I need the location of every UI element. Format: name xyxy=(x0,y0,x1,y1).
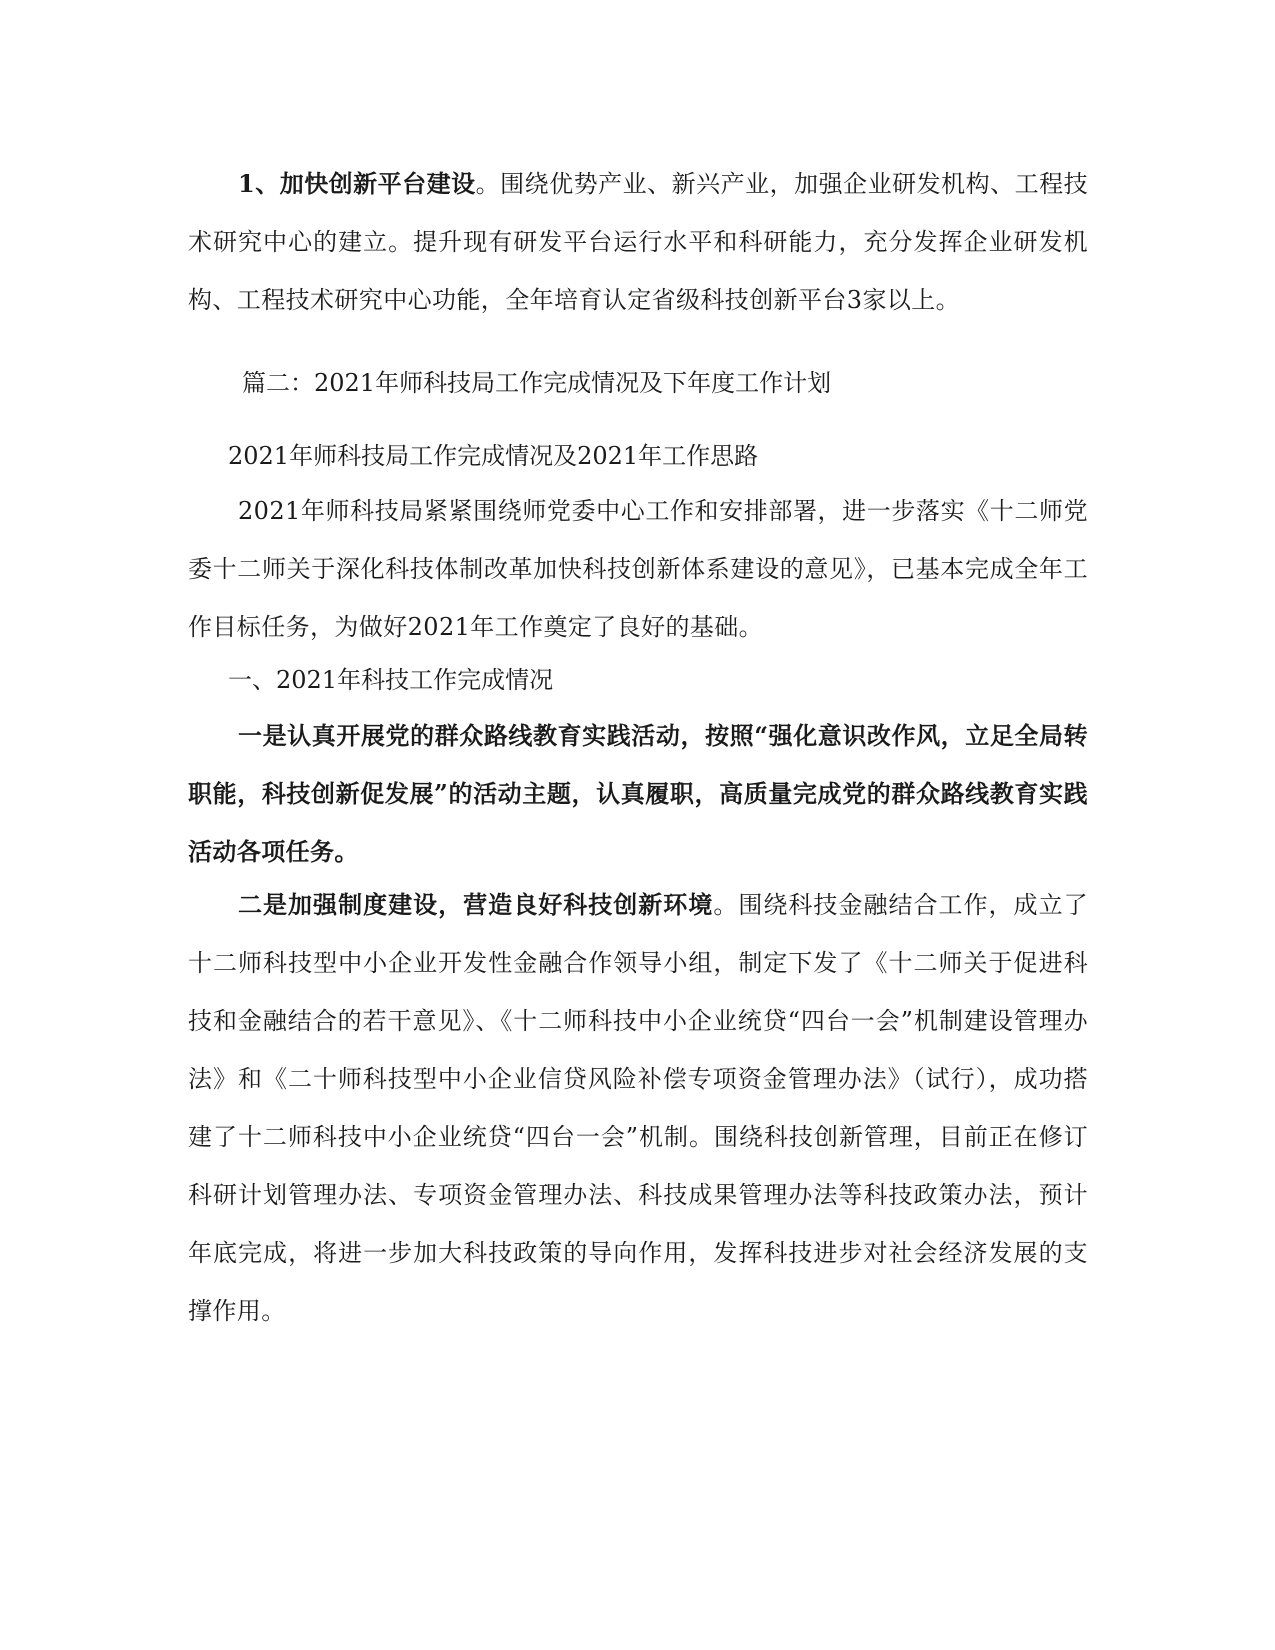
paragraph-lead-bold: 二是加强制度建设，营造良好科技创新环境 xyxy=(238,890,714,919)
paragraph-overview: 2021年师科技局紧紧围绕师党委中心工作和安排部署，进一步落实《十二师党委十二师关于深化科技体制改革加快科技创新体系建设的意见》，已基本完成全年工作目标任务，为做好2021年工作奠定了良好的基础。 xyxy=(188,497,1088,641)
paragraph-lead-bold: 1、加快创新平台建设 xyxy=(238,169,476,198)
paragraph-body: 。围绕科技金融结合工作，成立了十二师科技型中小企业开发性金融合作领导小组，制定下发了《十二师关于促进科技和金融结合的若干意见》、《十二师科技中小企业统贷“四台一会”机制建设管理办法》和《二十师科技型中小企业信贷风险补偿专项资金管理办法》（试行），成功搭建了十二师科技中小企业统贷“四台一会”机制。围绕科技创新管理，目前正在修订科研计划管理办法、专项资金管理办法、科技成果管理办法等科技政策办法，预计年底完成，将进一步加大科技政策的导向作用，发挥科技进步对社会经济发展的支撑作用。 xyxy=(188,891,1088,1325)
paragraph-body: 。围绕优势产业、新兴产业，加强企业研发机构、工程技术研究中心的建立。提升现有研发平台运行水平和科研能力，充分发挥企业研发机构、工程技术研究中心功能，全年培育认定省级科技创新平台3家以上。 xyxy=(188,170,1088,314)
article-subtitle: 2021年师科技局工作完成情况及2021年工作思路 xyxy=(228,442,759,470)
paragraph-innovation-platform xyxy=(188,155,1088,329)
paragraph-mass-line: 一是认真开展党的群众路线教育实践活动，按照“强化意识改作风，立足全局转职能，科技创新促发展”的活动主题，认真履职，高质量完成党的群众路线教育实践活动各项任务。 xyxy=(188,721,1088,866)
section-heading-1: 一、2021年科技工作完成情况 xyxy=(228,666,554,694)
paragraph-system-building xyxy=(188,876,1088,1340)
article-title: 篇二：2021年师科技局工作完成情况及下年度工作计划 xyxy=(242,369,832,397)
